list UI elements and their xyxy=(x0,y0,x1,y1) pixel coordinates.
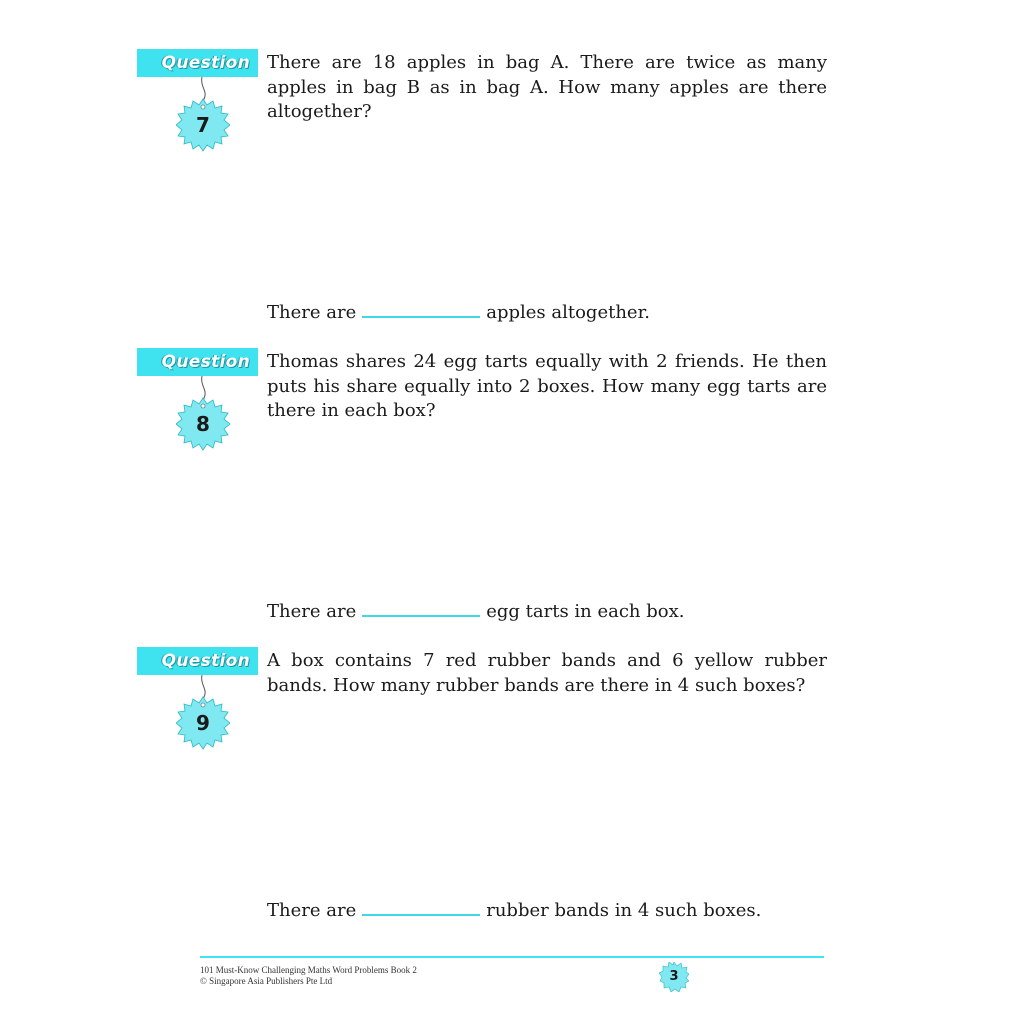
question-number-tag xyxy=(176,397,230,451)
question-banner: Question xyxy=(137,49,258,77)
question-number: 7 xyxy=(196,113,210,137)
footer-book-title: 101 Must-Know Challenging Maths Word Problems Book 2 xyxy=(200,965,417,975)
answer-suffix: egg tarts in each box. xyxy=(486,601,685,622)
answer-line xyxy=(267,599,684,624)
answer-prefix: There are xyxy=(267,900,357,921)
question-text: There are 18 apples in bag A. There are twice as many apples in bag B as in bag A. How many apples are there altogether? xyxy=(267,52,827,122)
answer-line xyxy=(267,300,650,325)
question-banner: Question xyxy=(137,348,258,376)
answer-suffix: apples altogether. xyxy=(486,302,650,323)
question-text: A box contains 7 red rubber bands and 6 yellow rubber bands. How many rubber bands are there in 4 such boxes? xyxy=(267,650,827,696)
question-number: 9 xyxy=(196,711,210,735)
answer-blank[interactable] xyxy=(362,599,480,617)
footer-divider xyxy=(200,956,824,958)
answer-blank[interactable] xyxy=(362,300,480,318)
answer-prefix: There are xyxy=(267,601,357,622)
page-number-badge xyxy=(659,962,689,992)
answer-blank[interactable] xyxy=(362,898,480,916)
answer-suffix: rubber bands in 4 such boxes. xyxy=(486,900,762,921)
page-number: 3 xyxy=(669,969,679,984)
question-text: Thomas shares 24 egg tarts equally with 2 friends. He then puts his share equally into 2 boxes. How many egg tarts are there in each box? xyxy=(267,351,827,421)
answer-line xyxy=(267,898,761,923)
footer-copyright: © Singapore Asia Publishers Pte Ltd xyxy=(200,976,333,986)
answer-prefix: There are xyxy=(267,302,357,323)
question-number-tag xyxy=(176,98,230,152)
question-banner: Question xyxy=(137,647,258,675)
question-number: 8 xyxy=(196,412,210,436)
question-number-tag xyxy=(176,696,230,750)
